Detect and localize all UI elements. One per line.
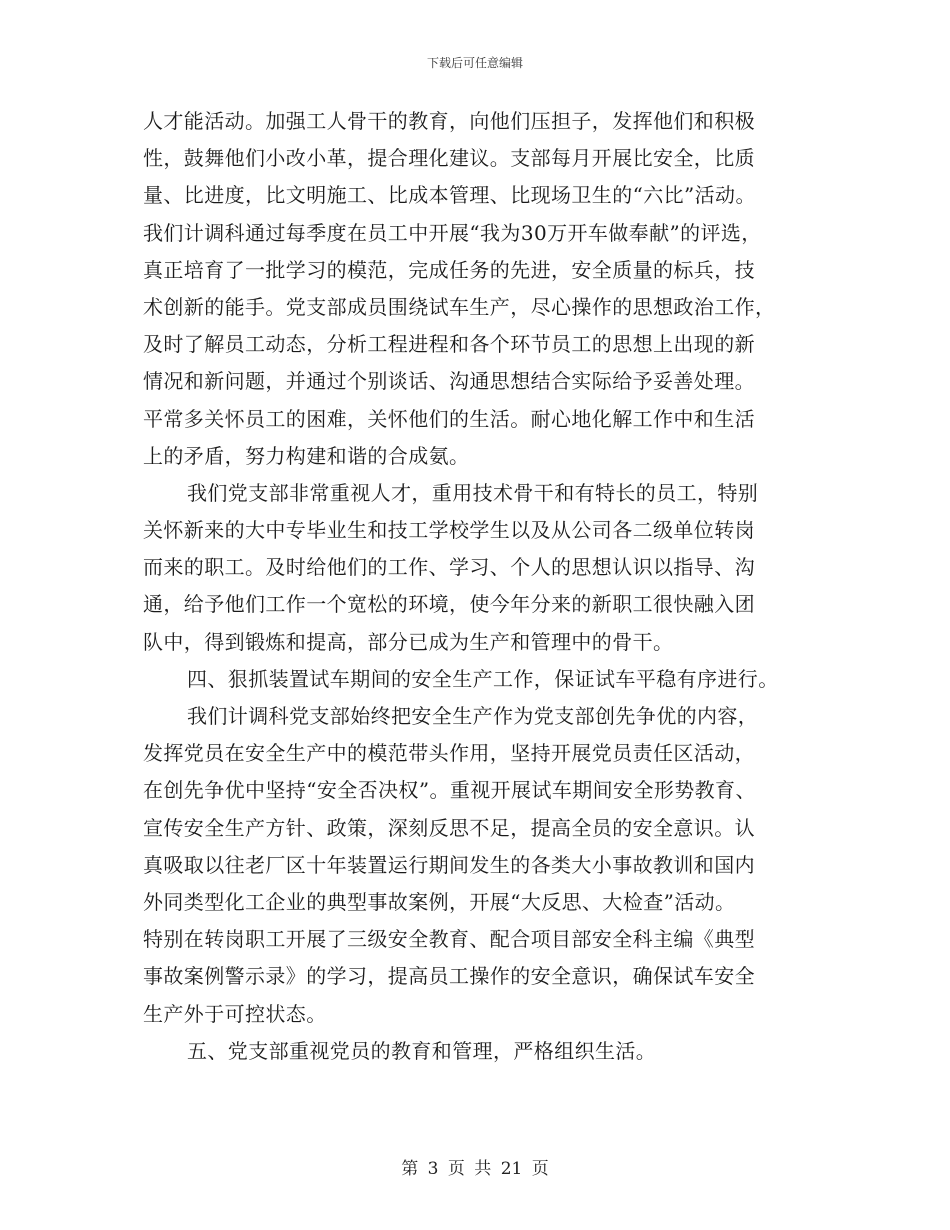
paragraph-start-line: 我们计调科党支部始终把安全生产作为党支部创先争优的内容， bbox=[187, 704, 759, 728]
text-line: 及时了解员工动态，分析工程进程和各个环节员工的思想上出现的新 bbox=[143, 332, 755, 357]
paragraph-start-line: 我们党支部非常重视人才，重用技术骨干和有特长的员工，特别 bbox=[187, 480, 759, 505]
text-line: 真吸取以往老厂区十年装置运行期间发生的各类大小事故教训和国内 bbox=[143, 852, 755, 877]
text-line: 在创先争优中坚持“安全否决权”。重视开展试车期间安全形势教育、 bbox=[143, 778, 756, 803]
document-body bbox=[143, 103, 811, 1070]
text-line: 性，鼓舞他们小改小革，提合理化建议。支部每月开展比安全，比质 bbox=[143, 146, 755, 171]
page-header: 下载后可任意编辑 bbox=[426, 56, 523, 70]
text-line: 发挥党员在安全生产中的模范带头作用，坚持开展党员责任区活动， bbox=[143, 741, 755, 766]
text-line: 事故案例警示录》的学习，提高员工操作的安全意识，确保试车安全 bbox=[143, 964, 755, 989]
text-line: 生产外于可控状态。 bbox=[143, 1001, 327, 1026]
page-number-footer: 第 3 页 共 21 页 bbox=[401, 1159, 549, 1179]
section-heading-four: 四、狠抓装置试车期间的安全生产工作，保证试车平稳有序进行。 bbox=[187, 666, 779, 691]
text-line: 通，给予他们工作一个宽松的环境，使今年分来的新职工很快融入团 bbox=[143, 592, 755, 617]
text-line: 特别在转岗职工开展了三级安全教育、配合项目部安全科主编《典型 bbox=[143, 927, 755, 952]
text-line: 队中，得到锻炼和提高，部分已成为生产和管理中的骨干。 bbox=[143, 629, 674, 654]
section-heading-five: 五、党支部重视党员的教育和管理，严格组织生活。 bbox=[187, 1038, 657, 1063]
text-line: 情况和新问题，并通过个别谈话、沟通思想结合实际给予妥善处理。 bbox=[143, 369, 755, 394]
text-line: 关怀新来的大中专毕业生和技工学校学生以及从公司各二级单位转岗 bbox=[143, 518, 755, 543]
text-line: 量、比进度，比文明施工、比成本管理、比现场卫生的“六比”活动。 bbox=[143, 183, 756, 208]
text-line: 宣传安全生产方针、政策，深刻反思不足，提高全员的安全意识。认 bbox=[143, 815, 755, 840]
text-line: 外同类型化工企业的典型事故案例，开展“大反思、大检查”活动。 bbox=[143, 889, 736, 914]
text-line: 我们计调科通过每季度在员工中开展“我为30万开车做奉献”的评选， bbox=[143, 220, 762, 245]
text-line: 上的矛盾，努力构建和谐的合成氨。 bbox=[143, 443, 470, 468]
text-line: 平常多关怀员工的困难，关怀他们的生活。耐心地化解工作中和生活 bbox=[143, 406, 755, 431]
text-line: 真正培育了一批学习的模范，完成任务的先进，安全质量的标兵，技 bbox=[143, 257, 755, 282]
text-line: 而来的职工。及时给他们的工作、学习、个人的思想认识以指导、沟 bbox=[143, 555, 755, 580]
text-line: 人才能活动。加强工人骨干的教育，向他们压担子，发挥他们和积极 bbox=[143, 109, 755, 133]
text-line: 术创新的能手。党支部成员围绕试车生产，尽心操作的思想政治工作， bbox=[143, 294, 776, 319]
